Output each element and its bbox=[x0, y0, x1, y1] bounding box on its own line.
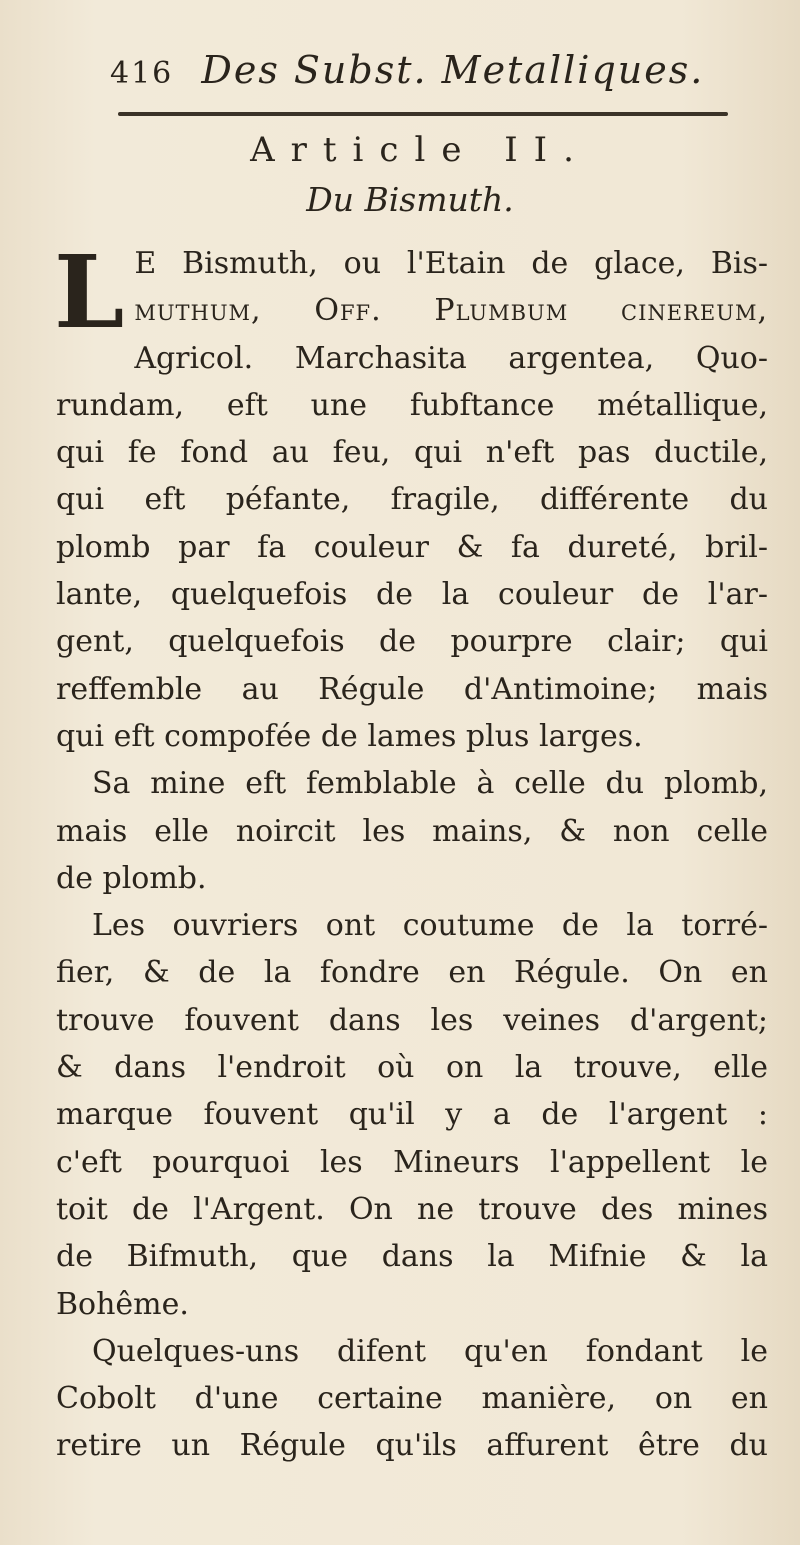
text-line: toit de l'Argent. On ne trouve des mines bbox=[56, 1191, 768, 1227]
text-line: Cobolt d'une certaine manière, on en bbox=[56, 1381, 768, 1417]
text-line: qui eft péfante, fragile, différente du bbox=[56, 482, 768, 518]
text-line: mais elle noircit les mains, & non celle bbox=[56, 813, 768, 849]
page-number: 416 bbox=[110, 56, 174, 91]
text-line: Quelques-uns difent qu'en fondant le bbox=[92, 1333, 768, 1369]
text-line: reffemble au Régule d'Antimoine; mais bbox=[56, 671, 768, 707]
text-line: lante, quelquefois de la couleur de l'ar- bbox=[56, 577, 768, 613]
article-subtitle: Du Bismuth. bbox=[306, 180, 514, 219]
text-line: c'eft pourquoi les Mineurs l'appellent le bbox=[56, 1144, 768, 1180]
text-line: plomb par fa couleur & fa dureté, bril- bbox=[56, 529, 768, 565]
text-line: Sa mine eft femblable à celle du plomb, bbox=[92, 766, 768, 802]
text-line: E Bismuth, ou l'Etain de glace, Bis- bbox=[134, 246, 768, 281]
running-title: Des Subst. Metalliques. bbox=[201, 48, 705, 92]
text-line: gent, quelquefois de pourpre clair; qui bbox=[56, 624, 768, 660]
text-line: muthum, Off. Plumbum cinereum, bbox=[134, 293, 768, 329]
body-text bbox=[54, 233, 768, 1470]
text-line: & dans l'endroit où on la trouve, elle bbox=[56, 1050, 768, 1086]
header-rule bbox=[118, 112, 728, 116]
text-line: Les ouvriers ont coutume de la torré- bbox=[92, 908, 768, 944]
text-line: retire un Régule qu'ils affurent être du bbox=[56, 1428, 768, 1464]
text-line: qui fe fond au feu, qui n'eft pas ductile, bbox=[56, 435, 768, 471]
text-line: Bohême. bbox=[56, 1286, 189, 1322]
text-line: de plomb. bbox=[56, 860, 207, 896]
text-line: marque fouvent qu'il y a de l'argent : bbox=[56, 1097, 768, 1133]
drop-cap: L bbox=[54, 233, 125, 351]
text-line: rundam, eft une fubftance métallique, bbox=[56, 387, 768, 423]
article-heading: Article II. bbox=[250, 130, 590, 170]
text-line: fier, & de la fondre en Régule. On en bbox=[56, 955, 768, 991]
text-line: Agricol. Marchasita argentea, Quo- bbox=[134, 340, 768, 376]
text-line: de Bifmuth, que dans la Mifnie & la bbox=[56, 1239, 768, 1275]
text-line: qui eft compofée de lames plus larges. bbox=[56, 718, 643, 754]
running-header bbox=[110, 48, 730, 98]
text-line: trouve fouvent dans les veines d'argent; bbox=[56, 1002, 768, 1038]
